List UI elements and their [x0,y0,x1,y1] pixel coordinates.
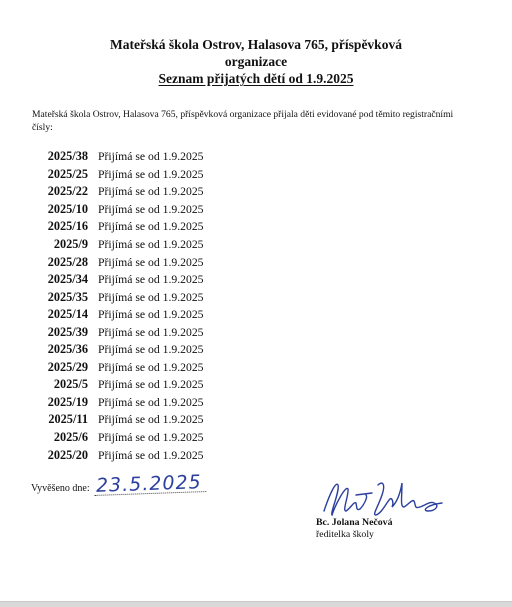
admission-row [30,411,330,429]
registration-number: 2025/35 [47,289,88,304]
signer-name: Bc. Jolana Nečová [316,517,393,528]
registration-number: 2025/19 [47,394,88,409]
admission-row [30,148,330,166]
admission-status: Přijímá se od 1.9.2025 [98,150,204,164]
registration-number: 2025/9 [53,237,88,251]
admission-row [30,306,330,324]
admission-row [30,218,330,236]
registration-number: 2025/11 [48,412,88,427]
admission-status: Přijímá se od 1.9.2025 [98,273,204,287]
registration-number: 2025/14 [47,307,88,322]
posted-label: Vyvěšeno dne: [31,483,90,494]
signer-block [316,517,392,541]
intro-paragraph: Mateřská škola Ostrov, Halasova 765, příspěvková organizace přijala děti evidované pod těmito registračními čísly: [32,109,454,133]
registration-number: 2025/28 [47,254,88,269]
admission-row [30,323,330,341]
admission-status: Přijímá se od 1.9.2025 [98,308,204,322]
posted-notice [31,471,205,497]
registration-number: 2025/16 [47,219,88,234]
admission-row [30,288,330,306]
title-line-3: Seznam přijatých dětí od 1.9.2025 [158,71,354,86]
signature-stroke-1 [324,484,372,515]
page-bottom-edge [0,601,512,607]
admission-status: Přijímá se od 1.9.2025 [98,378,204,392]
admission-row [30,253,330,271]
admission-status: Přijímá se od 1.9.2025 [98,325,204,339]
registration-number: 2025/38 [47,149,88,164]
registration-number: 2025/34 [47,272,88,287]
admission-row [30,429,330,447]
signer-role: ředitelka školy [316,529,374,540]
admission-status: Přijímá se od 1.9.2025 [98,238,204,251]
admission-row [30,271,330,289]
document-title [60,36,452,87]
admission-status: Přijímá se od 1.9.2025 [98,413,204,427]
admission-row [30,201,330,219]
registration-number: 2025/5 [53,377,88,392]
admission-status: Přijímá se od 1.9.2025 [98,360,204,374]
admission-list [30,148,330,464]
admission-row [30,394,330,412]
admission-row [30,359,330,377]
admission-status: Přijímá se od 1.9.2025 [98,448,204,462]
admission-row [30,183,330,201]
signature-stroke-2 [375,483,442,515]
admission-row [30,236,330,254]
registration-number: 2025/29 [47,359,88,374]
title-line-2: organizace [224,54,288,69]
registration-number: 2025/39 [47,324,88,339]
admission-status: Přijímá se od 1.9.2025 [98,185,204,199]
registration-number: 2025/36 [47,342,88,357]
registration-number: 2025/25 [47,166,88,181]
registration-number: 2025/22 [47,184,88,199]
title-line-1: Mateřská škola Ostrov, Halasova 765, příspěvková [110,37,402,52]
admission-status: Přijímá se od 1.9.2025 [98,220,204,234]
admission-row [30,166,330,184]
admission-status: Přijímá se od 1.9.2025 [98,395,204,409]
admission-status: Přijímá se od 1.9.2025 [98,167,204,181]
registration-number: 2025/6 [53,430,88,445]
registration-number: 2025/10 [47,201,88,216]
admission-status: Přijímá se od 1.9.2025 [98,290,204,304]
admission-status: Přijímá se od 1.9.2025 [98,431,204,445]
admission-status: Přijímá se od 1.9.2025 [98,255,204,269]
admission-row [30,376,330,394]
admission-status: Přijímá se od 1.9.2025 [98,202,204,216]
posted-date: 23.5.2025 [93,473,205,496]
admission-row [30,341,330,359]
admission-row [30,446,330,464]
admission-status: Přijímá se od 1.9.2025 [98,343,204,357]
registration-number: 2025/20 [47,447,88,462]
